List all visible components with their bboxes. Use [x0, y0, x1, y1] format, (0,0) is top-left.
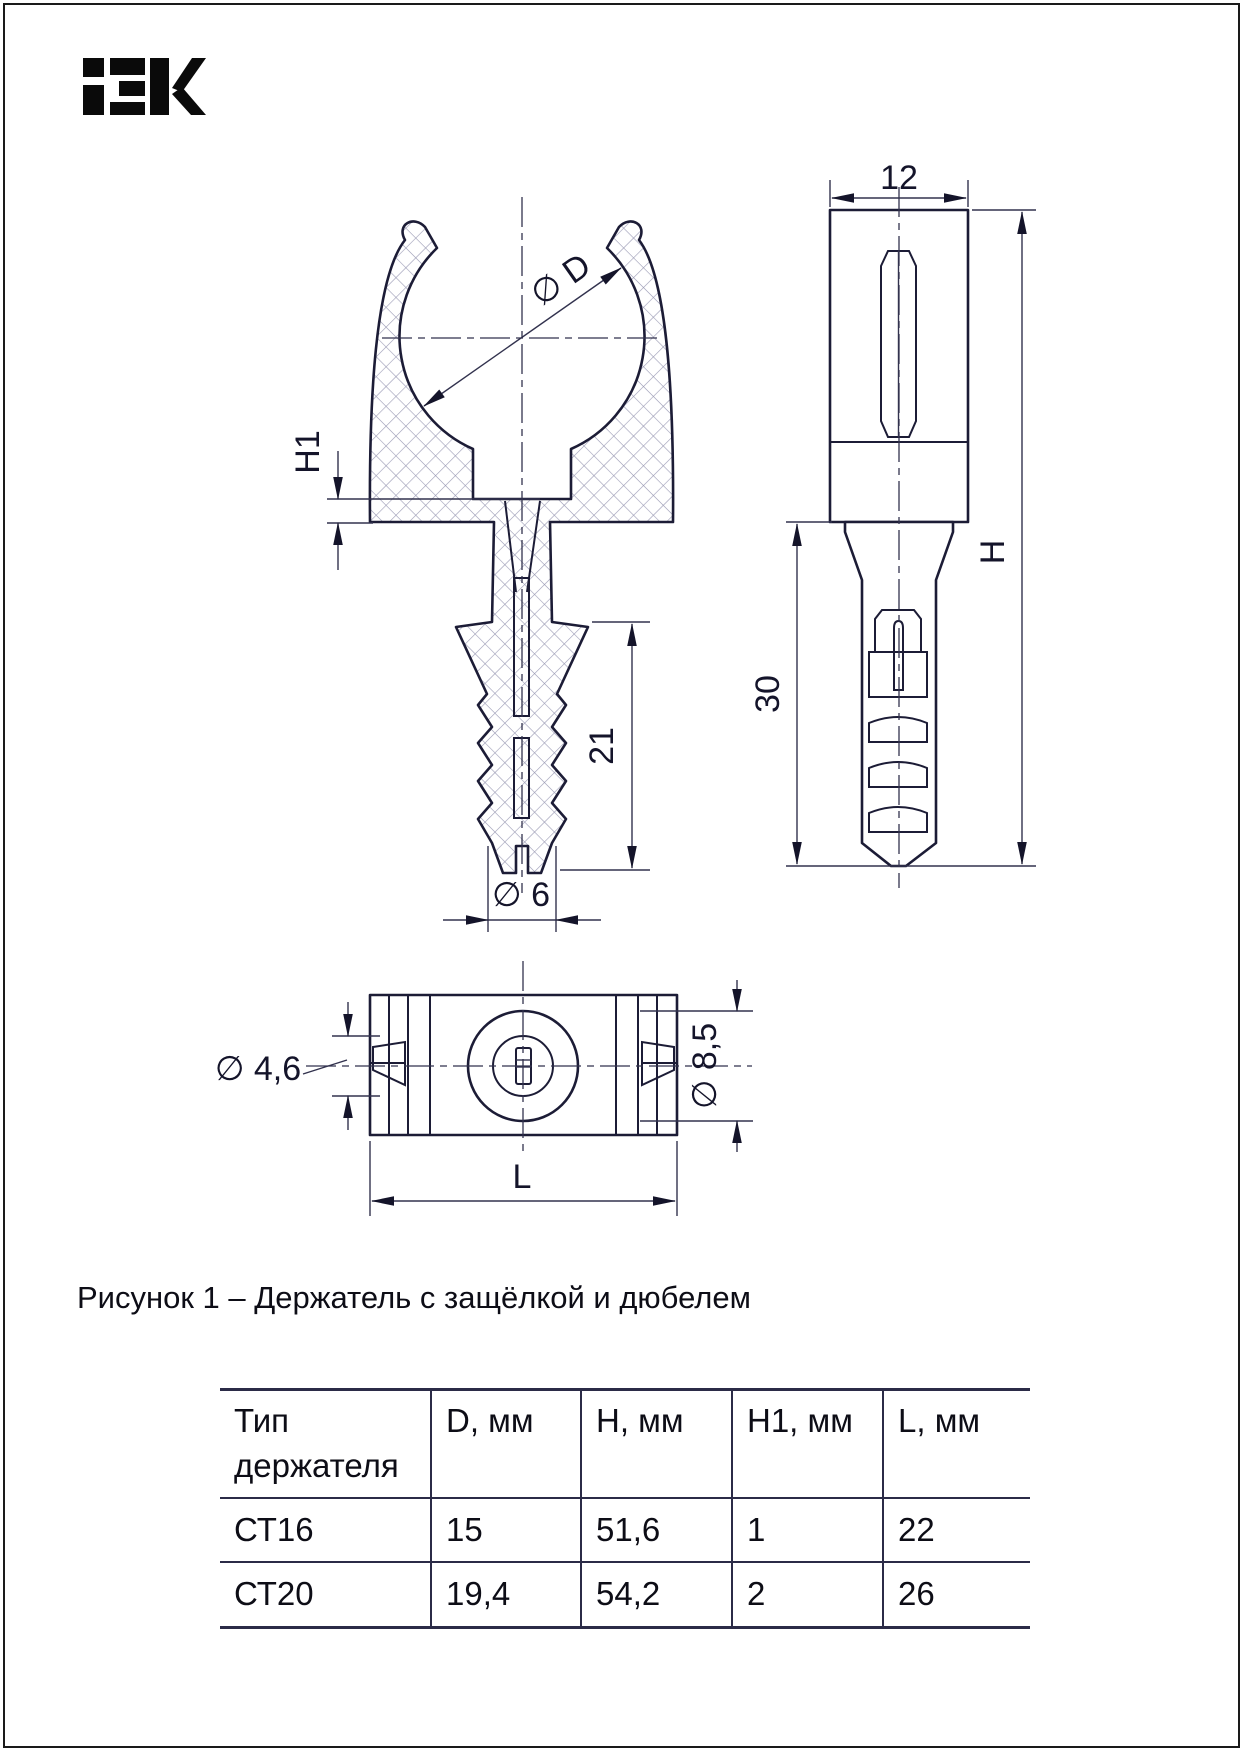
bottom-view: [215, 961, 753, 1216]
table-cell: 15: [432, 1499, 582, 1561]
table-header-row: [220, 1391, 1030, 1499]
front-view: [289, 197, 673, 932]
logo-e-top: [110, 58, 145, 75]
table-cell: 2: [733, 1563, 884, 1626]
logo-k-bar: [150, 58, 169, 115]
logo-e-mid: [119, 81, 145, 96]
dim-label-d85: ∅ 8,5: [686, 1022, 724, 1110]
table-cell: 54,2: [582, 1563, 733, 1626]
logo-i-bar: [83, 85, 104, 115]
table-header-h1: H1, мм: [733, 1391, 884, 1497]
dim-label-30: 30: [749, 675, 787, 713]
dim-label-diameter-d: ∅ D: [523, 246, 598, 314]
dim-label-21: 21: [583, 727, 621, 765]
dim-label-h1: H1: [289, 430, 327, 474]
table-row: [220, 1563, 1030, 1626]
table-cell: 22: [898, 1510, 935, 1548]
table-cell: 1: [733, 1499, 884, 1561]
table-header-type: Тип держателя: [220, 1391, 432, 1497]
dim-label-12: 12: [880, 159, 918, 197]
table-cell-type: СТ16: [220, 1499, 432, 1561]
leader-line: [303, 1060, 347, 1074]
dimensions-table: [220, 1388, 1030, 1629]
table-header-l: L, мм: [898, 1402, 981, 1439]
dim-label-h: H: [974, 539, 1012, 565]
figure-caption: Рисунок 1 – Держатель с защёлкой и дюбелем: [77, 1280, 751, 1315]
dim-label-d6: ∅ 6: [492, 876, 550, 914]
table-header-h: H, мм: [582, 1391, 733, 1497]
side-view: [749, 159, 1036, 888]
table-cell: 51,6: [582, 1499, 733, 1561]
table-row: [220, 1499, 1030, 1563]
table-cell: 19,4: [432, 1563, 582, 1626]
table-header-d: D, мм: [432, 1391, 582, 1497]
logo-e-bottom: [110, 102, 145, 115]
logo-k-lower-arm: [172, 87, 206, 115]
table-cell: 26: [898, 1575, 935, 1613]
dim-label-l: L: [512, 1158, 532, 1196]
logo-i-dot: [83, 58, 104, 77]
dim-label-d46: ∅ 4,6: [214, 1050, 302, 1088]
iek-logo: [83, 58, 206, 115]
logo-k-upper-arm: [172, 58, 206, 92]
table-cell-type: СТ20: [220, 1563, 432, 1626]
